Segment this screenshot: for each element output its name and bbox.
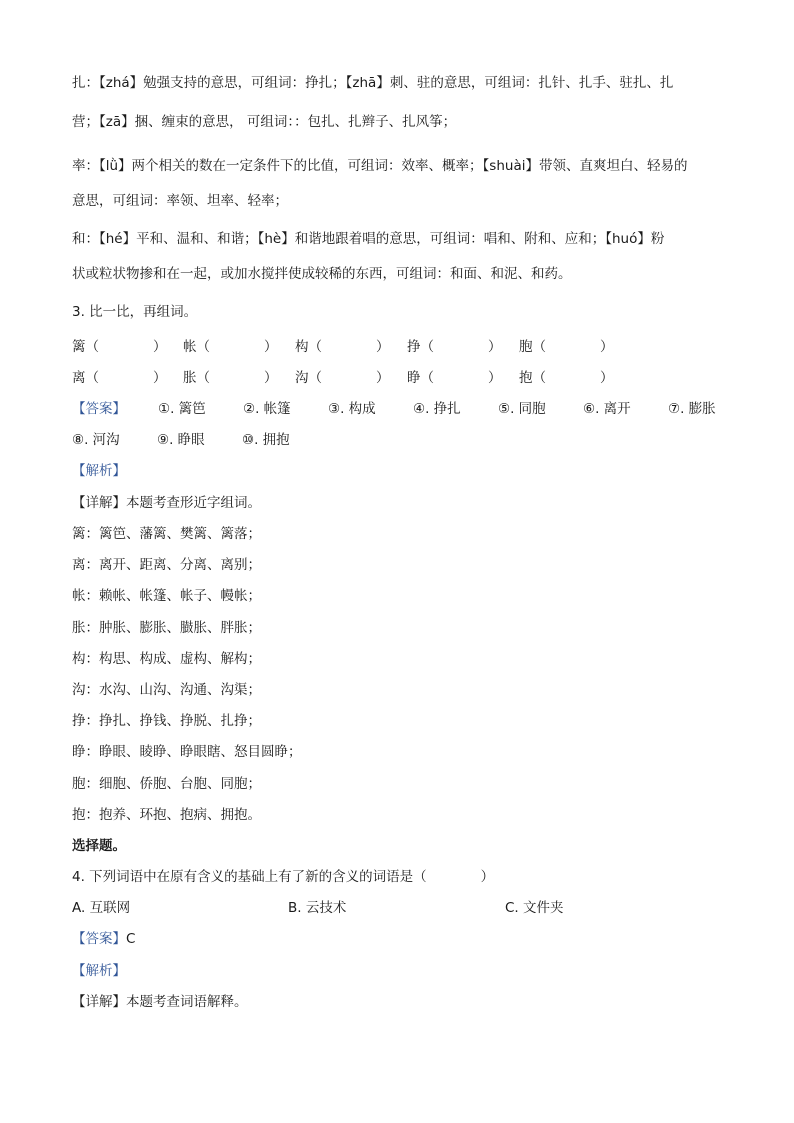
detail-line: 【详解】本题考查词语解释。: [72, 994, 248, 1010]
compare-cell: 沟（ ）: [295, 370, 390, 386]
word-group-line: 篱：篱笆、藩篱、樊篱、篱落；: [72, 526, 261, 542]
word-group-line: 挣：挣扎、挣钱、挣脱、扎挣；: [72, 713, 261, 729]
question-3-title: 3. 比一比，再组词。: [72, 304, 198, 320]
section-title: 选择题。: [72, 838, 126, 854]
compare-cell: 睁（ ）: [407, 370, 502, 386]
detail-line: 【详解】本题考查形近字组词。: [72, 495, 261, 511]
compare-cell: 构（ ）: [295, 339, 390, 355]
paragraph-he-line-2: 状或粒状物掺和在一起，或加水搅拌使成较稀的东西，可组词：和面、和泥、和药。: [72, 266, 572, 282]
paragraph-zha-line-2: 营；【zā】捆、缠束的意思， 可组词：：包扎、扎辫子、扎风筝；: [72, 114, 457, 130]
answer-line: [72, 929, 135, 949]
answer-item: ⑥. 离开: [583, 401, 631, 417]
analysis-label: 【解析】: [72, 463, 126, 479]
analysis-label: 【解析】: [72, 963, 126, 979]
paragraph-lv-line-2: 意思，可组词：率领、坦率、轻率；: [72, 193, 288, 209]
compare-cell: 抱（ ）: [519, 370, 614, 386]
compare-cell: 胀（ ）: [183, 370, 278, 386]
answer-item: ④. 挣扎: [413, 401, 461, 417]
answer-item: ③. 构成: [328, 401, 376, 417]
word-group-line: 睁：睁眼、睖睁、睁眼瞎、怒目圆睁；: [72, 744, 302, 760]
compare-cell: 帐（ ）: [183, 339, 278, 355]
answer-item: ⑦. 膨胀: [668, 401, 716, 417]
question-4-text: 4. 下列词语中在原有含义的基础上有了新的含义的词语是（ ）: [72, 869, 495, 885]
word-group-line: 沟：水沟、山沟、沟通、沟渠；: [72, 682, 261, 698]
word-group-line: 离：离开、距离、分离、离别；: [72, 557, 261, 573]
word-group-line: 构：构思、构成、虚构、解构；: [72, 651, 261, 667]
word-group-line: 胀：肿胀、膨胀、臌胀、胖胀；: [72, 620, 261, 636]
compare-cell: 离（ ）: [72, 370, 167, 386]
compare-cell: 篱（ ）: [72, 339, 167, 355]
option-b: B. 云技术: [288, 900, 347, 916]
answer-label: 【答案】: [72, 931, 126, 947]
paragraph-zha-line-1: 扎：【zhá】勉强支持的意思，可组词：挣扎；【zhā】刺、驻的意思，可组词：扎针、扎手、驻扎、扎: [72, 75, 674, 91]
compare-cell: 挣（ ）: [407, 339, 502, 355]
answer-item: ⑨. 睁眼: [157, 432, 205, 448]
option-a: A. 互联网: [72, 900, 131, 916]
answer-item: ①. 篱笆: [158, 401, 206, 417]
answer-item: ⑤. 同胞: [498, 401, 546, 417]
compare-cell: 胞（ ）: [519, 339, 614, 355]
option-c: C. 文件夹: [505, 900, 564, 916]
answer-item: ⑧. 河沟: [72, 432, 120, 448]
answer-value: C: [126, 931, 136, 947]
answer-label: 【答案】: [72, 401, 126, 417]
word-group-line: 帐：赖帐、帐篷、帐子、幔帐；: [72, 588, 261, 604]
answer-item: ⑩. 拥抱: [242, 432, 290, 448]
paragraph-lv-line-1: 率：【lǜ】两个相关的数在一定条件下的比值，可组词：效率、概率；【shuài】带领、直爽坦白、轻易的: [72, 158, 688, 174]
paragraph-he-line-1: 和：【hé】平和、温和、和谐；【hè】和谐地跟着唱的意思，可组词：唱和、附和、应和；【huó】粉: [72, 231, 665, 247]
word-group-line: 胞：细胞、侨胞、台胞、同胞；: [72, 776, 261, 792]
word-group-line: 抱：抱养、环抱、抱病、拥抱。: [72, 807, 261, 823]
answer-item: ②. 帐篷: [243, 401, 291, 417]
